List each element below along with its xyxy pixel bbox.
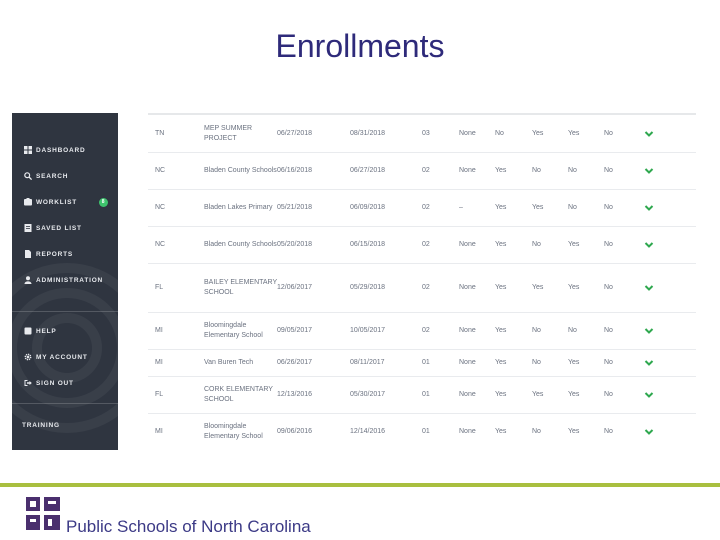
sidebar-item-label: SEARCH <box>36 172 69 180</box>
sign-out-icon <box>24 379 32 387</box>
search-icon <box>24 172 32 180</box>
flag-cell: Yes <box>495 166 507 174</box>
grade-cell: 03 <box>422 129 430 137</box>
sidebar-item-saved-list[interactable] <box>24 221 82 235</box>
sidebar-item-label: HELP <box>36 327 57 335</box>
flag-cell: No <box>532 427 541 435</box>
state-cell: MI <box>155 358 163 366</box>
grade-cell: 02 <box>422 326 430 334</box>
flag-cell: No <box>568 166 577 174</box>
sidebar-divider <box>12 403 118 404</box>
sidebar-item-administration[interactable] <box>24 273 103 287</box>
table-row[interactable] <box>148 115 696 153</box>
status-cell: None <box>459 390 476 398</box>
footer-rule <box>0 483 720 487</box>
sidebar-item-label: REPORTS <box>36 250 74 258</box>
school-cell: BAILEY ELEMENTARY SCHOOL <box>204 278 278 296</box>
flag-cell: No <box>604 240 613 248</box>
flag-cell: No <box>604 129 613 137</box>
start-date-cell: 12/13/2016 <box>277 390 313 398</box>
chevron-down-icon[interactable] <box>644 130 654 138</box>
end-date-cell: 06/27/2018 <box>350 166 386 174</box>
status-cell: None <box>459 427 476 435</box>
flag-cell: No <box>604 427 613 435</box>
sidebar-item-worklist[interactable] <box>24 195 108 209</box>
flag-cell: Yes <box>495 427 507 435</box>
school-cell: CORK ELEMENTARY SCHOOL <box>204 385 273 403</box>
school-cell: Bladen County Schools <box>204 166 277 174</box>
status-cell: None <box>459 283 476 291</box>
sidebar-divider <box>12 311 118 312</box>
flag-cell: No <box>604 203 613 211</box>
flag-cell: Yes <box>568 283 580 291</box>
flag-cell: Yes <box>568 240 580 248</box>
end-date-cell: 12/14/2016 <box>350 427 386 435</box>
flag-cell: Yes <box>532 390 544 398</box>
status-cell: None <box>459 326 476 334</box>
sidebar-item-label: MY ACCOUNT <box>36 353 88 361</box>
flag-cell: Yes <box>568 358 580 366</box>
sidebar-item-reports[interactable] <box>24 247 73 261</box>
flag-cell: No <box>532 358 541 366</box>
chevron-down-icon[interactable] <box>644 391 654 399</box>
flag-cell: Yes <box>495 358 507 366</box>
flag-cell: No <box>532 240 541 248</box>
flag-cell: No <box>532 166 541 174</box>
flag-cell: Yes <box>568 390 580 398</box>
chevron-down-icon[interactable] <box>644 428 654 436</box>
flag-cell: Yes <box>495 240 507 248</box>
table-row[interactable] <box>148 152 696 190</box>
flag-cell: Yes <box>568 129 580 137</box>
flag-cell: No <box>604 358 613 366</box>
sidebar-item-sign-out[interactable] <box>24 376 74 390</box>
sidebar-item-label: SAVED LIST <box>36 224 82 232</box>
grade-cell: 02 <box>422 166 430 174</box>
sidebar-item-label: DASHBOARD <box>36 146 86 154</box>
gear-icon <box>24 353 32 361</box>
start-date-cell: 09/05/2017 <box>277 326 313 334</box>
state-cell: NC <box>155 203 166 211</box>
slide-title: Enrollments <box>275 28 445 64</box>
flag-cell: No <box>604 326 613 334</box>
chevron-down-icon[interactable] <box>644 284 654 292</box>
start-date-cell: 06/16/2018 <box>277 166 313 174</box>
start-date-cell: 06/26/2017 <box>277 358 313 366</box>
state-cell: TN <box>155 129 165 137</box>
grade-cell: 01 <box>422 390 430 398</box>
flag-cell: Yes <box>532 203 544 211</box>
chevron-down-icon[interactable] <box>644 327 654 335</box>
start-date-cell: 06/27/2018 <box>277 129 313 137</box>
status-cell: None <box>459 240 476 248</box>
flag-cell: No <box>568 326 577 334</box>
worklist-icon <box>24 198 32 206</box>
enrollments-table <box>148 113 696 450</box>
sidebar-item-my-account[interactable] <box>24 350 88 364</box>
school-cell: Bladen Lakes Primary <box>204 203 273 211</box>
school-cell: Bladen County Schools <box>204 240 277 248</box>
grade-cell: 02 <box>422 240 430 248</box>
table-row[interactable] <box>148 413 696 450</box>
status-cell: None <box>459 129 476 137</box>
administration-icon <box>24 276 32 284</box>
flag-cell: Yes <box>532 283 544 291</box>
table-row[interactable] <box>148 226 696 264</box>
chevron-down-icon[interactable] <box>644 204 654 212</box>
flag-cell: Yes <box>495 203 507 211</box>
state-cell: NC <box>155 240 166 248</box>
table-row[interactable] <box>148 263 696 313</box>
end-date-cell: 05/30/2017 <box>350 390 386 398</box>
flag-cell: Yes <box>532 129 544 137</box>
end-date-cell: 10/05/2017 <box>350 326 386 334</box>
grade-cell: 02 <box>422 283 430 291</box>
sidebar-item-training[interactable]: TRAINING <box>22 422 60 429</box>
chevron-down-icon[interactable] <box>644 241 654 249</box>
help-icon <box>24 327 32 335</box>
sidebar <box>12 113 118 450</box>
state-cell: MI <box>155 427 163 435</box>
table-row[interactable] <box>148 189 696 227</box>
app-screenshot <box>12 113 696 450</box>
school-cell: MEP SUMMER PROJECT <box>204 124 253 142</box>
end-date-cell: 06/09/2018 <box>350 203 386 211</box>
table-row[interactable] <box>148 349 696 377</box>
grade-cell: 01 <box>422 358 430 366</box>
start-date-cell: 05/21/2018 <box>277 203 313 211</box>
flag-cell: Yes <box>495 390 507 398</box>
status-cell: None <box>459 166 476 174</box>
status-cell: – <box>459 203 463 211</box>
flag-cell: No <box>495 129 504 137</box>
flag-cell: No <box>604 283 613 291</box>
flag-cell: Yes <box>568 427 580 435</box>
saved-list-icon <box>24 224 32 232</box>
school-cell: Bloomingdale Elementary School <box>204 422 263 440</box>
start-date-cell: 09/06/2016 <box>277 427 313 435</box>
school-cell: Van Buren Tech <box>204 358 254 366</box>
dpi-logo <box>24 494 62 532</box>
start-date-cell: 12/06/2017 <box>277 283 313 291</box>
state-cell: NC <box>155 166 166 174</box>
flag-cell: No <box>532 326 541 334</box>
chevron-down-icon[interactable] <box>644 167 654 175</box>
state-cell: FL <box>155 390 164 398</box>
start-date-cell: 05/20/2018 <box>277 240 313 248</box>
end-date-cell: 05/29/2018 <box>350 283 386 291</box>
flag-cell: No <box>604 390 613 398</box>
flag-cell: Yes <box>495 326 507 334</box>
grade-cell: 02 <box>422 203 430 211</box>
flag-cell: No <box>568 203 577 211</box>
sidebar-item-help[interactable] <box>24 324 57 338</box>
end-date-cell: 06/15/2018 <box>350 240 386 248</box>
table-row[interactable] <box>148 312 696 350</box>
sidebar-item-label: SIGN OUT <box>36 379 74 387</box>
status-cell: None <box>459 358 476 366</box>
end-date-cell: 08/31/2018 <box>350 129 386 137</box>
sidebar-item-label: ADMINISTRATION <box>36 276 104 284</box>
end-date-cell: 08/11/2017 <box>350 358 385 366</box>
school-cell: Bloomingdale Elementary School <box>204 321 263 339</box>
table-row[interactable] <box>148 376 696 414</box>
chevron-down-icon[interactable] <box>644 359 654 367</box>
worklist-count-badge: 8 <box>99 198 108 207</box>
state-cell: MI <box>155 326 163 334</box>
dashboard-icon <box>24 146 32 154</box>
state-cell: FL <box>155 283 164 291</box>
reports-icon <box>24 250 32 258</box>
sidebar-item-dashboard[interactable] <box>24 143 85 157</box>
sidebar-item-label: WORKLIST <box>36 198 78 206</box>
org-name: Public Schools of North Carolina <box>66 517 311 536</box>
sidebar-item-search[interactable] <box>24 169 68 183</box>
flag-cell: No <box>604 166 613 174</box>
grade-cell: 01 <box>422 427 430 435</box>
flag-cell: Yes <box>495 283 507 291</box>
